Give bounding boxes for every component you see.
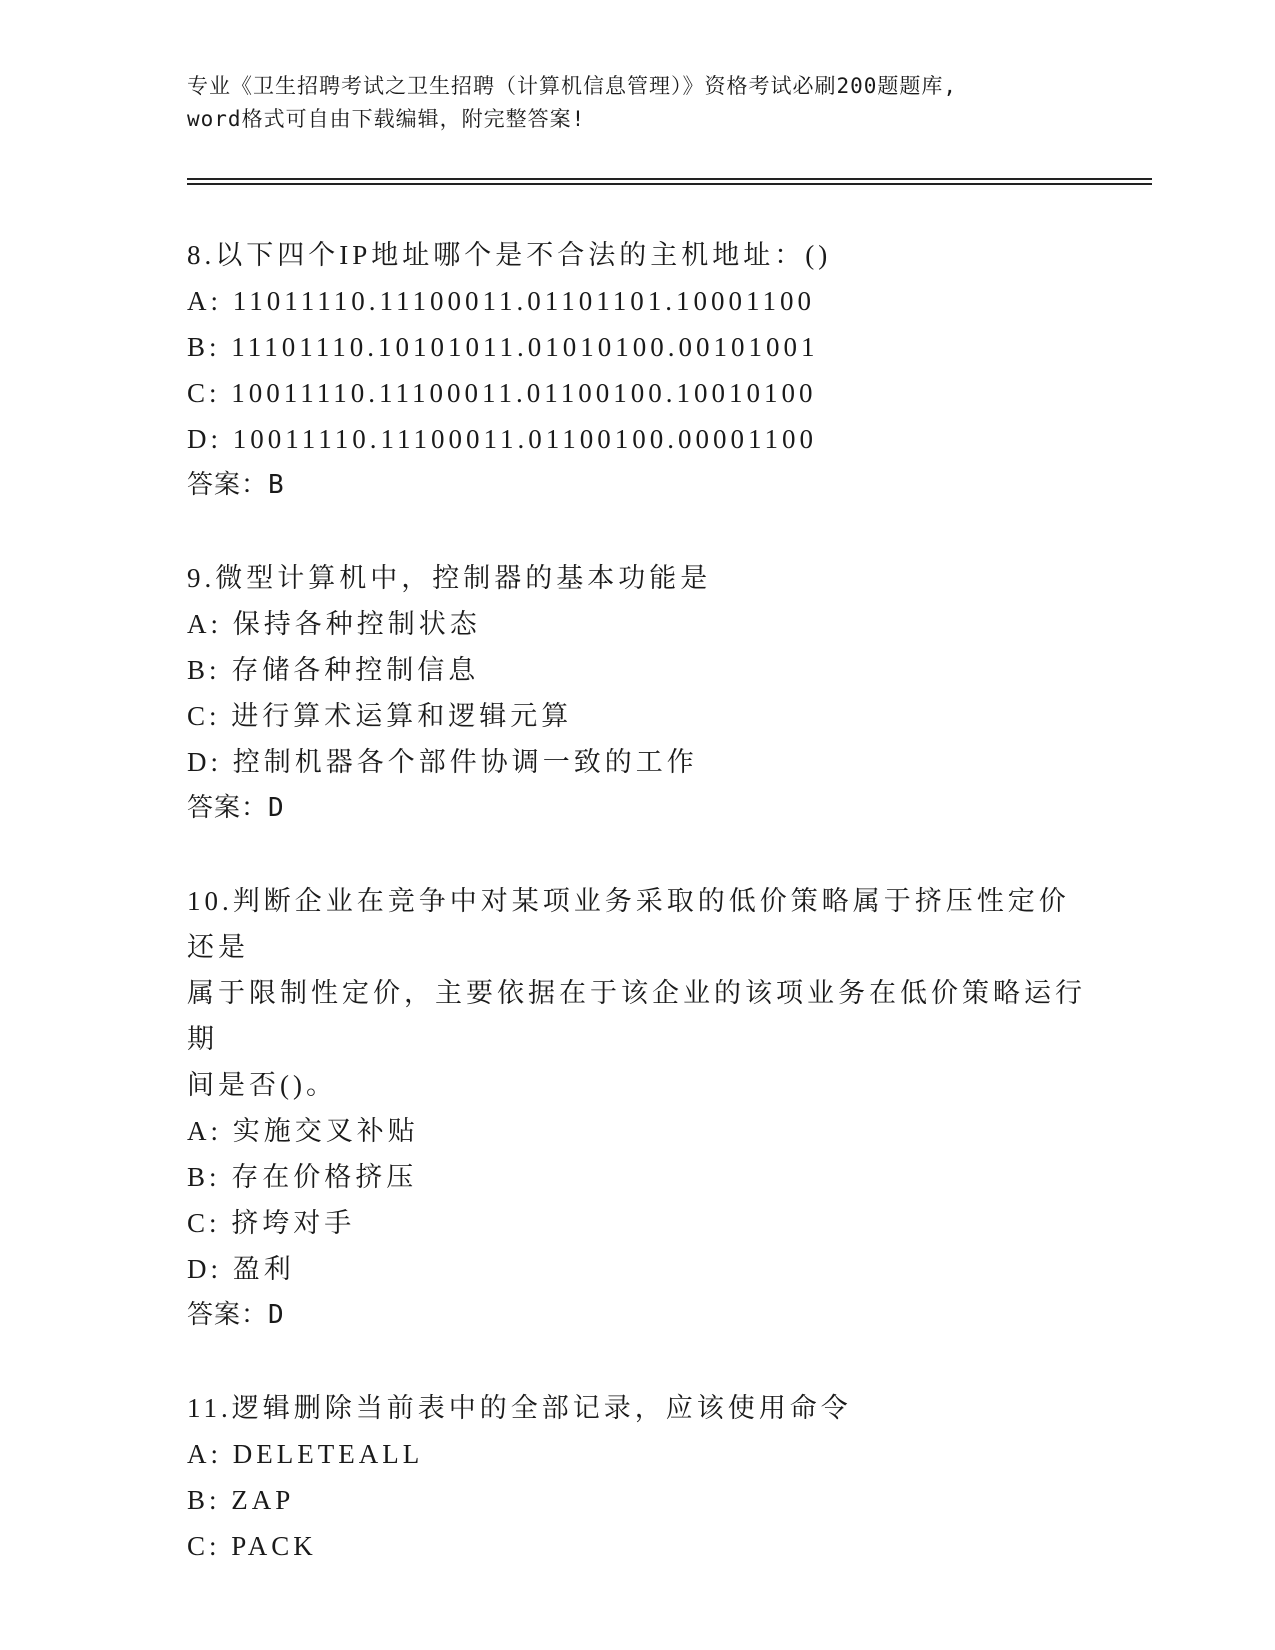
question-list [187,232,1087,1616]
option-a: A: DELETEALL [187,1439,424,1469]
header-divider-top [187,178,1152,180]
question-9 [187,555,1087,831]
question-11 [187,1385,1087,1569]
option-c: C: 10011110.11100011.01100100.10010100 [187,378,817,408]
option-b: B: 11101110.10101011.01010100.00101001 [187,332,819,362]
option-c: C: 挤垮对手 [187,1208,356,1238]
option-a: A: 保持各种控制状态 [187,609,481,639]
question-stem-line-3: 间是否()。 [187,1070,337,1100]
option-c: C: PACK [187,1531,317,1561]
option-d: D: 控制机器各个部件协调一致的工作 [187,747,698,777]
question-stem: 9.微型计算机中，控制器的基本功能是 [187,563,712,593]
header-line-1: 专业《卫生招聘考试之卫生招聘（计算机信息管理）》资格考试必刷200题题库, [187,74,958,98]
document-header [187,70,1087,136]
option-c: C: 进行算术运算和逻辑元算 [187,701,573,731]
answer-line: 答案：D [187,1300,285,1330]
question-stem: 11.逻辑删除当前表中的全部记录，应该使用命令 [187,1393,852,1423]
header-divider-bottom [187,183,1152,185]
header-line-2: word格式可自由下载编辑，附完整答案! [187,107,586,131]
option-a: A: 实施交叉补贴 [187,1116,419,1146]
question-stem-line-2: 属于限制性定价，主要依据在于该企业的该项业务在低价策略运行期 [187,978,1086,1054]
answer-line: 答案：B [187,470,285,500]
question-stem-line-1: 10.判断企业在竞争中对某项业务采取的低价策略属于挤压性定价还是 [187,886,1070,962]
option-d: D: 10011110.11100011.01100100.00001100 [187,424,817,454]
option-d: D: 盈利 [187,1254,295,1284]
question-8 [187,232,1087,508]
question-10 [187,878,1087,1338]
question-stem: 8.以下四个IP地址哪个是不合法的主机地址：() [187,240,832,270]
answer-line: 答案：D [187,793,285,823]
option-b: B: 存储各种控制信息 [187,655,480,685]
option-b: B: ZAP [187,1485,295,1515]
option-b: B: 存在价格挤压 [187,1162,418,1192]
option-a: A: 11011110.11100011.01101101.10001100 [187,286,815,316]
